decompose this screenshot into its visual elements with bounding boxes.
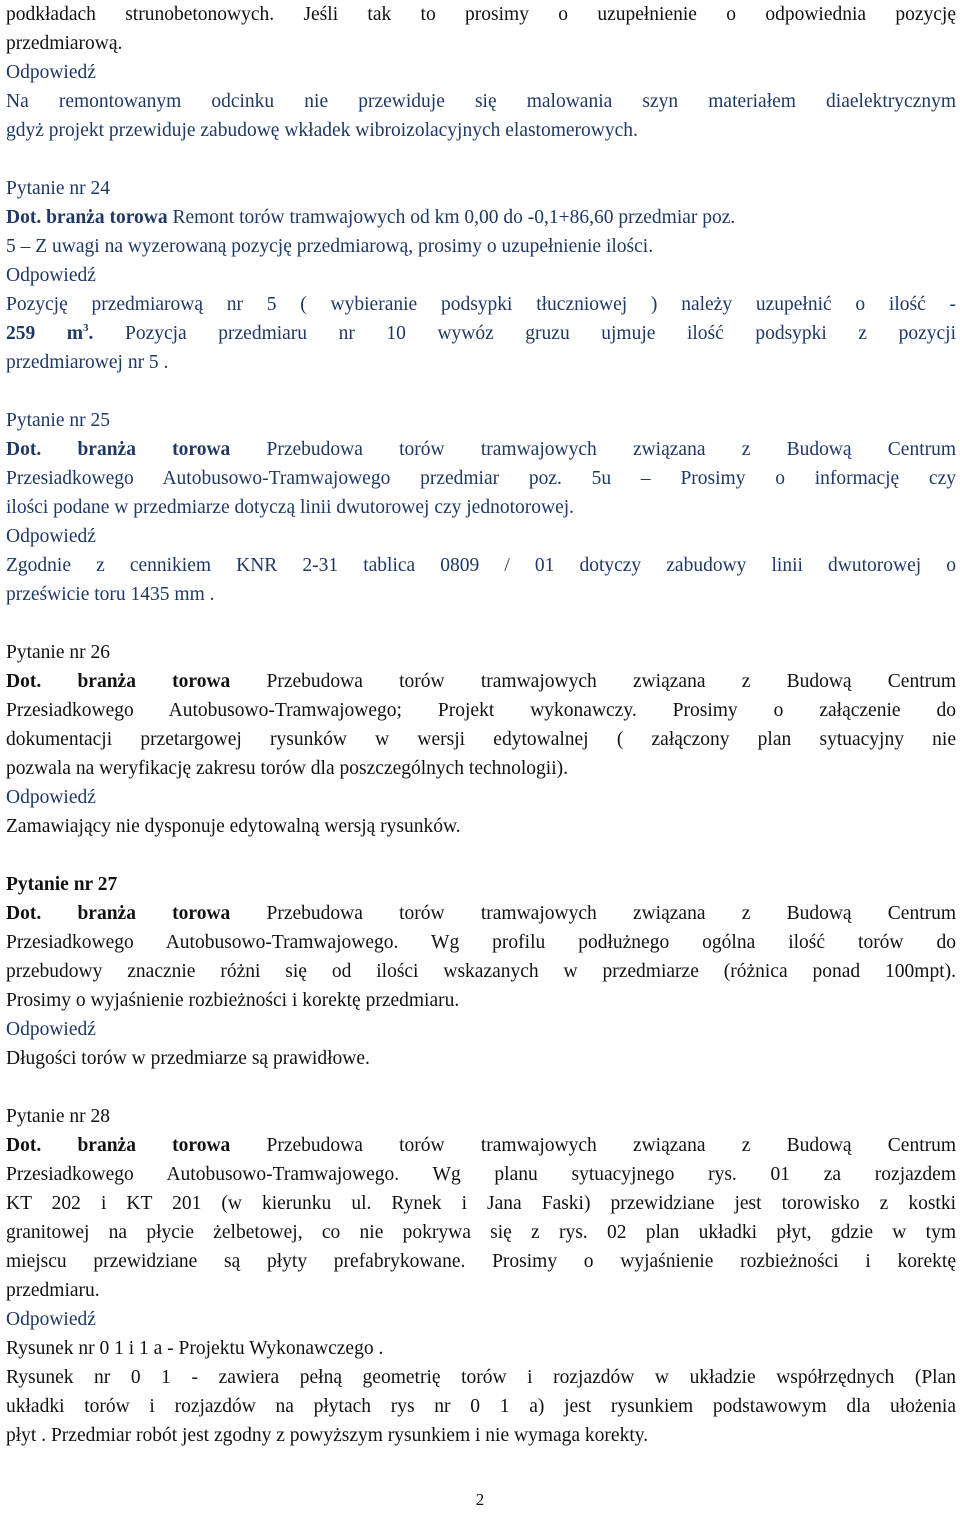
answer-label: Odpowiedź: [6, 265, 96, 286]
question-text: Przebudowa torów tramwajowych związana z Budową Centrum: [266, 903, 957, 924]
question-text: Remont torów tramwajowych od km 0,00 do -0,1+86,60 przedmiar poz.: [172, 207, 736, 228]
question-line: Prosimy o wyjaśnienie rozbieżności i korektę przedmiaru.: [6, 990, 460, 1011]
question-title: Pytanie nr 27: [6, 874, 118, 895]
page-number: 2: [475, 1490, 485, 1509]
answer-text: Pozycja przedmiaru nr 10 wywóz gruzu ujmuje ilość podsypki z pozycji: [124, 323, 957, 344]
answer-label: Odpowiedź: [6, 1309, 96, 1330]
answer-label: Odpowiedź: [6, 1019, 96, 1040]
text-line: podkładach strunobetonowych. Jeśli tak to prosimy o uzupełnienie o odpowiednia pozycję: [6, 4, 956, 25]
dot-label: Dot.: [6, 207, 42, 228]
text-line: przedmiarową.: [6, 33, 123, 54]
question-line: [6, 667, 956, 696]
branch-label: branża torowa: [77, 671, 231, 692]
answer-line: Na remontowanym odcinku nie przewiduje się malowania szyn materiałem diaelektrycznym: [6, 91, 956, 112]
answer-label: Odpowiedź: [6, 526, 96, 547]
question-text: Przebudowa torów tramwajowych związana z Budową Centrum: [266, 671, 957, 692]
question-line: pozwala na weryfikację zakresu torów dla poszczególnych technologii).: [6, 758, 569, 779]
answer-line: przedmiarowej nr 5 .: [6, 352, 169, 373]
answer-line: gdyż projekt przewiduje zabudowę wkładek wibroizolacyjnych elastomerowych.: [6, 120, 638, 141]
answer-line: Pozycję przedmiarową nr 5 ( wybieranie podsypki tłuczniowej ) należy uzupełnić o ilość -: [6, 294, 956, 315]
dot-label: Dot.: [6, 903, 42, 924]
question-text: Przebudowa torów tramwajowych związana z Budową Centrum: [266, 1135, 957, 1156]
answer-line: [6, 319, 956, 348]
question-line: [6, 899, 956, 928]
question-line: 5 – Z uwagi na wyzerowaną pozycję przedmiarową, prosimy o uzupełnienie ilości.: [6, 236, 654, 257]
question-line: przedmiaru.: [6, 1280, 100, 1301]
question-text: Przebudowa torów tramwajowych związana z Budową Centrum: [266, 439, 957, 460]
dot-label: Dot.: [6, 1135, 42, 1156]
document-page: [6, 0, 956, 1450]
question-line: KT 202 i KT 201 (w kierunku ul. Rynek i Jana Faski) przewidziane jest torowisko z kostki: [6, 1193, 956, 1214]
branch-label: branża torowa: [77, 1135, 231, 1156]
question-line: przebudowy znacznie różni się od ilości wskazanych w przedmiarze (różnica ponad 100mpt).: [6, 961, 956, 982]
question-line: miejscu przewidziane są płyty prefabrykowane. Prosimy o wyjaśnienie rozbieżności i korektę: [6, 1251, 956, 1272]
answer-label: Odpowiedź: [6, 787, 96, 808]
question-line: ilości podane w przedmiarze dotyczą linii dwutorowej czy jednotorowej.: [6, 497, 575, 518]
question-line: Przesiadkowego Autobusowo-Tramwajowego; Projekt wykonawczy. Prosimy o załączenie do: [6, 700, 956, 721]
dot-label: Dot.: [6, 671, 42, 692]
question-line: dokumentacji przetargowej rysunków w wersji edytowalnej ( załączony plan sytuacyjny nie: [6, 729, 956, 750]
question-title: Pytanie nr 28: [6, 1106, 110, 1127]
dot-label: Dot.: [6, 439, 42, 460]
question-line: granitowej na płycie żelbetowej, co nie pokrywa się z rys. 02 plan układki płyt, gdzie w tym: [6, 1222, 956, 1243]
question-title: Pytanie nr 25: [6, 410, 110, 431]
answer-line: prześwicie toru 1435 mm .: [6, 584, 215, 605]
branch-label: branża torowa: [77, 903, 231, 924]
answer-quantity: 259 $m^3$.: [6, 322, 94, 344]
answer-line: Zamawiający nie dysponuje edytowalną wersją rysunków.: [6, 816, 461, 837]
answer-label: Odpowiedź: [6, 62, 96, 83]
branch-label: branża torowa: [77, 439, 231, 460]
question-line: [6, 203, 956, 232]
question-title: Pytanie nr 24: [6, 178, 110, 199]
question-line: Przesiadkowego Autobusowo-Tramwajowego. Wg planu sytuacyjnego rys. 01 za rozjazdem: [6, 1164, 956, 1185]
question-line: [6, 435, 956, 464]
branch-label: branża torowa: [46, 207, 168, 228]
answer-line: układki torów i rozjazdów na płytach rys nr 0 1 a) jest rysunkiem podstawowym dla ułożenia: [6, 1396, 956, 1417]
answer-line: Rysunek nr 0 1 - zawiera pełną geometrię torów i rozjazdów w układzie współrzędnych (Plan: [6, 1367, 956, 1388]
answer-line: Zgodnie z cennikiem KNR 2-31 tablica 0809 / 01 dotyczy zabudowy linii dwutorowej o: [6, 555, 956, 576]
question-line: [6, 1131, 956, 1160]
answer-line: Rysunek nr 0 1 i 1 a - Projektu Wykonawczego .: [6, 1338, 384, 1359]
question-line: Przesiadkowego Autobusowo-Tramwajowego. Wg profilu podłużnego ogólna ilość torów do: [6, 932, 956, 953]
question-title: Pytanie nr 26: [6, 642, 110, 663]
question-line: Przesiadkowego Autobusowo-Tramwajowego przedmiar poz. 5u – Prosimy o informację czy: [6, 468, 956, 489]
answer-line: Długości torów w przedmiarze są prawidłowe.: [6, 1048, 370, 1069]
answer-line: płyt . Przedmiar robót jest zgodny z powyższym rysunkiem i nie wymaga korekty.: [6, 1425, 649, 1446]
